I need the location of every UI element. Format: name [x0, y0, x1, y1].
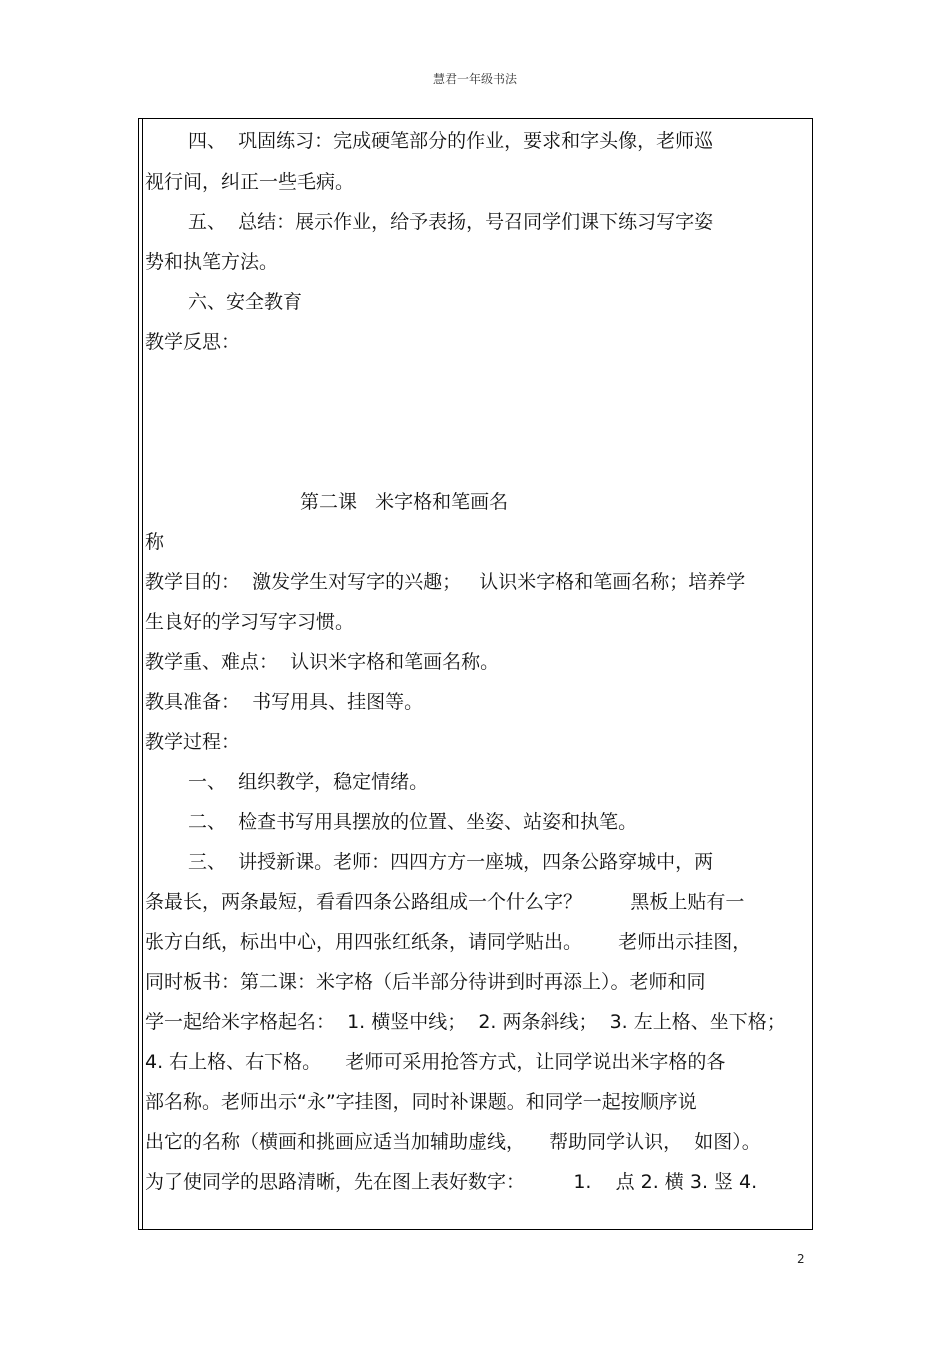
page-header: 慧君一年级书法	[432, 72, 517, 86]
text-line: 二、 检查书写用具摆放的位置、坐姿、站姿和执笔。	[188, 811, 638, 833]
text-line: 生良好的学习写字习惯。	[145, 611, 355, 633]
text-line: 五、 总结：展示作业，给予表扬，号召同学们课下练习写字姿	[188, 211, 714, 233]
text-line: 为了使同学的思路清晰，先在图上表好数字： 1. 点 2. 横 3. 竖 4.	[145, 1171, 758, 1193]
text-line: 4. 右上格、右下格。 老师可采用抢答方式，让同学说出米字格的各	[145, 1051, 726, 1073]
text-line: 势和执笔方法。	[145, 251, 279, 273]
text-line: 同时板书：第二课：米字格（后半部分待讲到时再添上）。老师和同	[145, 971, 706, 993]
text-line: 教学目的： 激发学生对写字的兴趣； 认识米字格和笔画名称；培养学	[145, 571, 746, 593]
text-line: 张方白纸，标出中心，用四张红纸条，请同学贴出。 老师出示挂图，	[145, 931, 752, 953]
text-line: 条最长，两条最短，看看四条公路组成一个什么字？ 黑板上贴有一	[145, 891, 745, 913]
lesson-title: 第二课 米字格和笔画名	[300, 491, 509, 513]
text-line: 六、安全教育	[188, 291, 303, 313]
text-line: 教学反思：	[145, 331, 241, 353]
page-number: 2	[797, 1252, 805, 1266]
text-line: 部名称。老师出示“永”字挂图，同时补课题。和同学一起按顺序说	[145, 1091, 697, 1113]
text-line: 一、 组织教学，稳定情绪。	[188, 771, 429, 793]
text-line: 四、 巩固练习：完成硬笔部分的作业，要求和字头像，老师巡	[188, 130, 714, 152]
text-line: 出它的名称（横画和挑画应适当加辅助虚线， 帮助同学认识， 如图）。	[145, 1131, 761, 1153]
text-line: 教学过程：	[145, 731, 241, 753]
text-line: 教具准备： 书写用具、挂图等。	[145, 691, 424, 713]
text-line: 称	[145, 531, 165, 553]
frame-inner-border	[142, 118, 143, 1230]
text-line: 三、 讲授新课。老师：四四方方一座城，四条公路穿城中，两	[188, 851, 714, 873]
text-line: 学一起给米字格起名： 1. 横竖中线； 2. 两条斜线； 3. 左上格、坐下格；	[145, 1011, 786, 1033]
text-line: 视行间，纠正一些毛病。	[145, 171, 355, 193]
text-line: 教学重、难点： 认识米字格和笔画名称。	[145, 651, 500, 673]
